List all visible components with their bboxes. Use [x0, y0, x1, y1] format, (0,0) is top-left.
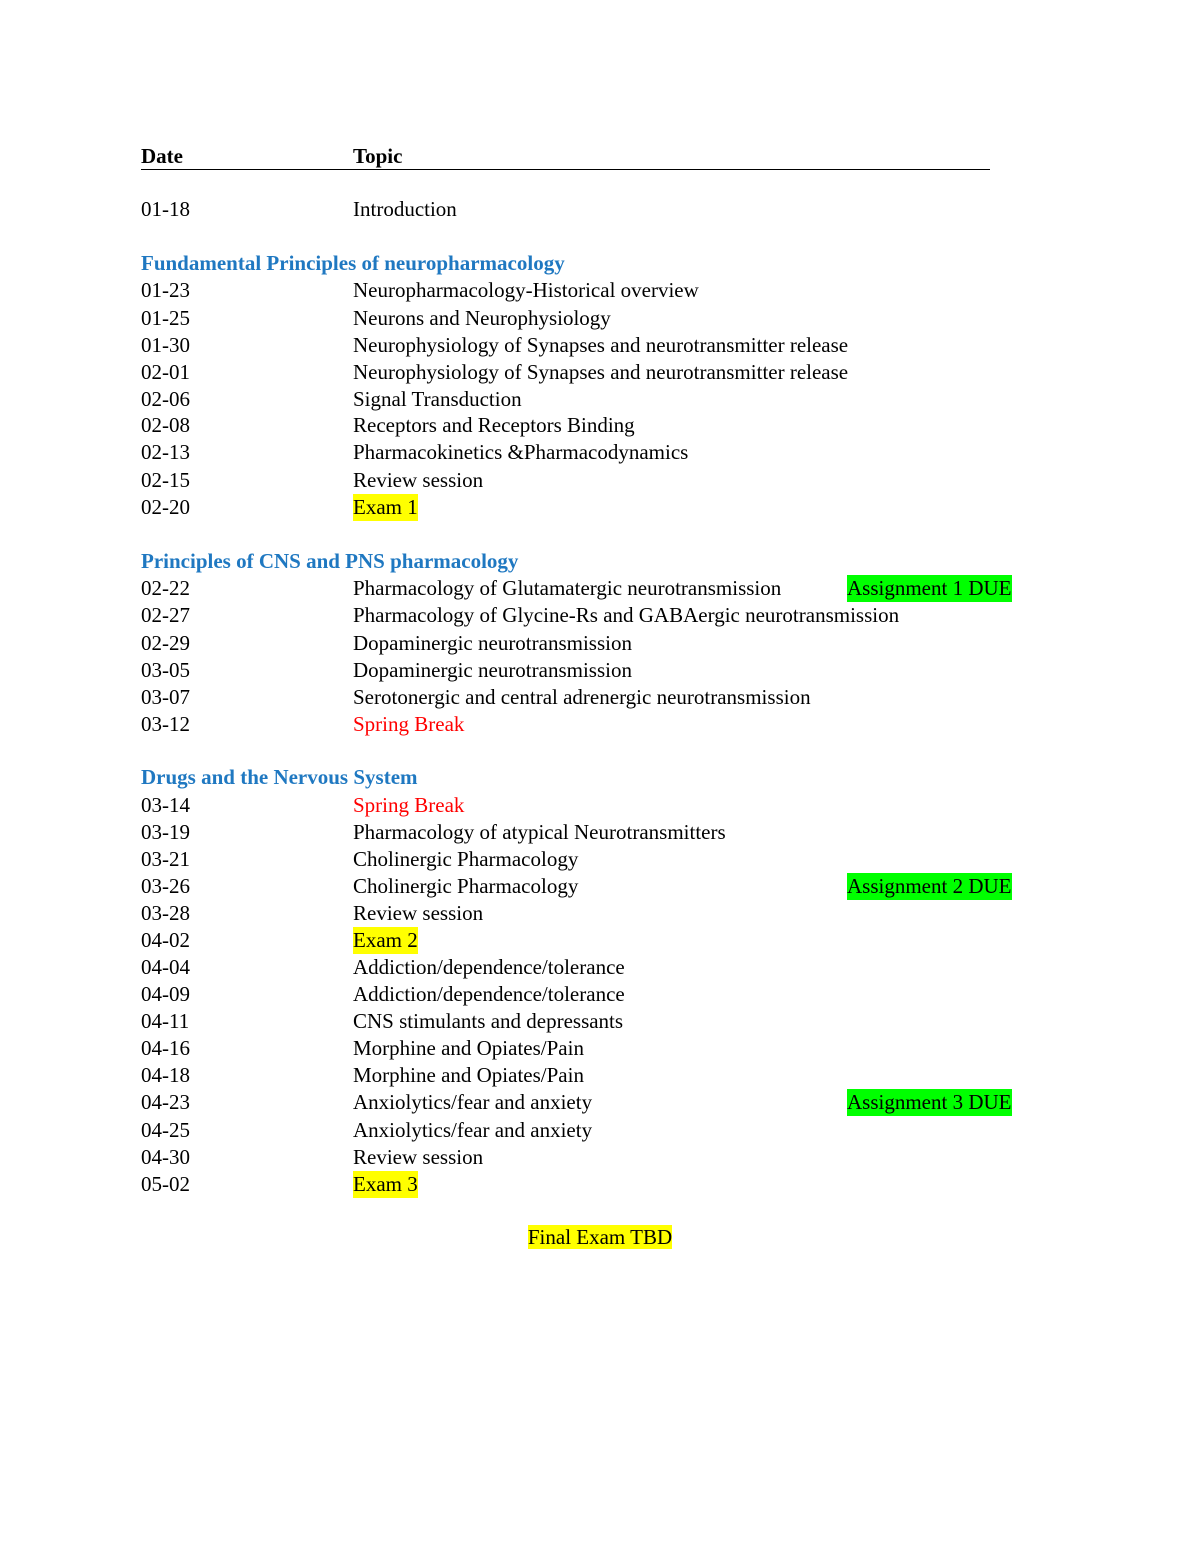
row-topic: Addiction/dependence/tolerance — [353, 982, 625, 1006]
final-exam-note — [0, 1224, 1200, 1251]
row-topic: Signal Transduction — [353, 387, 522, 411]
row-topic: Pharmacology of Glycine-Rs and GABAergic neurotransmission — [353, 603, 900, 627]
exam-topic: Exam 1 — [353, 495, 418, 519]
row-date: 03-19 — [141, 820, 190, 844]
spring-break-topic: Spring Break — [353, 793, 465, 817]
row-topic: Pharmacology of Glutamatergic neurotransmission — [353, 576, 782, 600]
row-date: 02-13 — [141, 440, 190, 464]
row-date: 02-08 — [141, 413, 190, 437]
row-topic: Receptors and Receptors Binding — [353, 413, 635, 437]
row-topic: Review session — [353, 1145, 484, 1169]
row-date: 03-26 — [141, 874, 190, 898]
row-date: 02-01 — [141, 360, 190, 384]
row-topic: Dopaminergic neurotransmission — [353, 631, 632, 655]
row-topic: Morphine and Opiates/Pain — [353, 1063, 584, 1087]
row-date: 02-15 — [141, 468, 190, 492]
row-topic: Neurons and Neurophysiology — [353, 306, 611, 330]
row-date: 03-28 — [141, 901, 190, 925]
header-date: Date — [141, 144, 183, 168]
section-heading: Fundamental Principles of neuropharmacology — [141, 251, 565, 275]
row-date: 04-25 — [141, 1118, 190, 1142]
spring-break-topic: Spring Break — [353, 712, 465, 736]
final-exam-label: Final Exam TBD — [527, 1225, 673, 1249]
row-date: 02-20 — [141, 495, 190, 519]
row-topic: Introduction — [353, 197, 457, 221]
row-date: 03-14 — [141, 793, 190, 817]
row-date: 01-30 — [141, 333, 190, 357]
row-date: 04-30 — [141, 1145, 190, 1169]
row-date: 03-21 — [141, 847, 190, 871]
row-topic: Addiction/dependence/tolerance — [353, 955, 625, 979]
row-date: 04-09 — [141, 982, 190, 1006]
row-date: 04-16 — [141, 1036, 190, 1060]
row-date: 01-25 — [141, 306, 190, 330]
assignment-due-badge: Assignment 1 DUE — [847, 576, 1012, 600]
row-topic: Dopaminergic neurotransmission — [353, 658, 632, 682]
row-date: 01-18 — [141, 197, 190, 221]
row-topic: Neuropharmacology-Historical overview — [353, 278, 699, 302]
row-date: 04-23 — [141, 1090, 190, 1114]
row-topic: Morphine and Opiates/Pain — [353, 1036, 584, 1060]
row-topic: Neurophysiology of Synapses and neurotransmitter release — [353, 360, 849, 384]
row-topic: Anxiolytics/fear and anxiety — [353, 1090, 593, 1114]
row-date: 03-07 — [141, 685, 190, 709]
section-heading: Drugs and the Nervous System — [141, 765, 418, 789]
row-topic: CNS stimulants and depressants — [353, 1009, 624, 1033]
row-date: 02-29 — [141, 631, 190, 655]
row-date: 05-02 — [141, 1172, 190, 1196]
row-topic: Pharmacology of atypical Neurotransmitters — [353, 820, 726, 844]
exam-topic: Exam 3 — [353, 1172, 418, 1196]
assignment-due-badge: Assignment 3 DUE — [847, 1090, 1012, 1114]
row-date: 03-05 — [141, 658, 190, 682]
header-topic: Topic — [353, 144, 403, 168]
row-date: 04-04 — [141, 955, 190, 979]
row-date: 04-11 — [141, 1009, 190, 1033]
exam-topic: Exam 2 — [353, 928, 418, 952]
row-topic: Pharmacokinetics &Pharmacodynamics — [353, 440, 689, 464]
table-header — [141, 143, 990, 170]
row-topic: Cholinergic Pharmacology — [353, 874, 579, 898]
row-date: 01-23 — [141, 278, 190, 302]
row-date: 04-02 — [141, 928, 190, 952]
section-heading: Principles of CNS and PNS pharmacology — [141, 549, 519, 573]
assignment-due-badge: Assignment 2 DUE — [847, 874, 1012, 898]
row-topic: Review session — [353, 901, 484, 925]
row-date: 04-18 — [141, 1063, 190, 1087]
row-date: 02-27 — [141, 603, 190, 627]
row-date: 02-22 — [141, 576, 190, 600]
row-topic: Anxiolytics/fear and anxiety — [353, 1118, 593, 1142]
row-topic: Serotonergic and central adrenergic neurotransmission — [353, 685, 811, 709]
row-date: 02-06 — [141, 387, 190, 411]
row-topic: Cholinergic Pharmacology — [353, 847, 579, 871]
row-date: 03-12 — [141, 712, 190, 736]
row-topic: Review session — [353, 468, 484, 492]
row-topic: Neurophysiology of Synapses and neurotransmitter release — [353, 333, 849, 357]
